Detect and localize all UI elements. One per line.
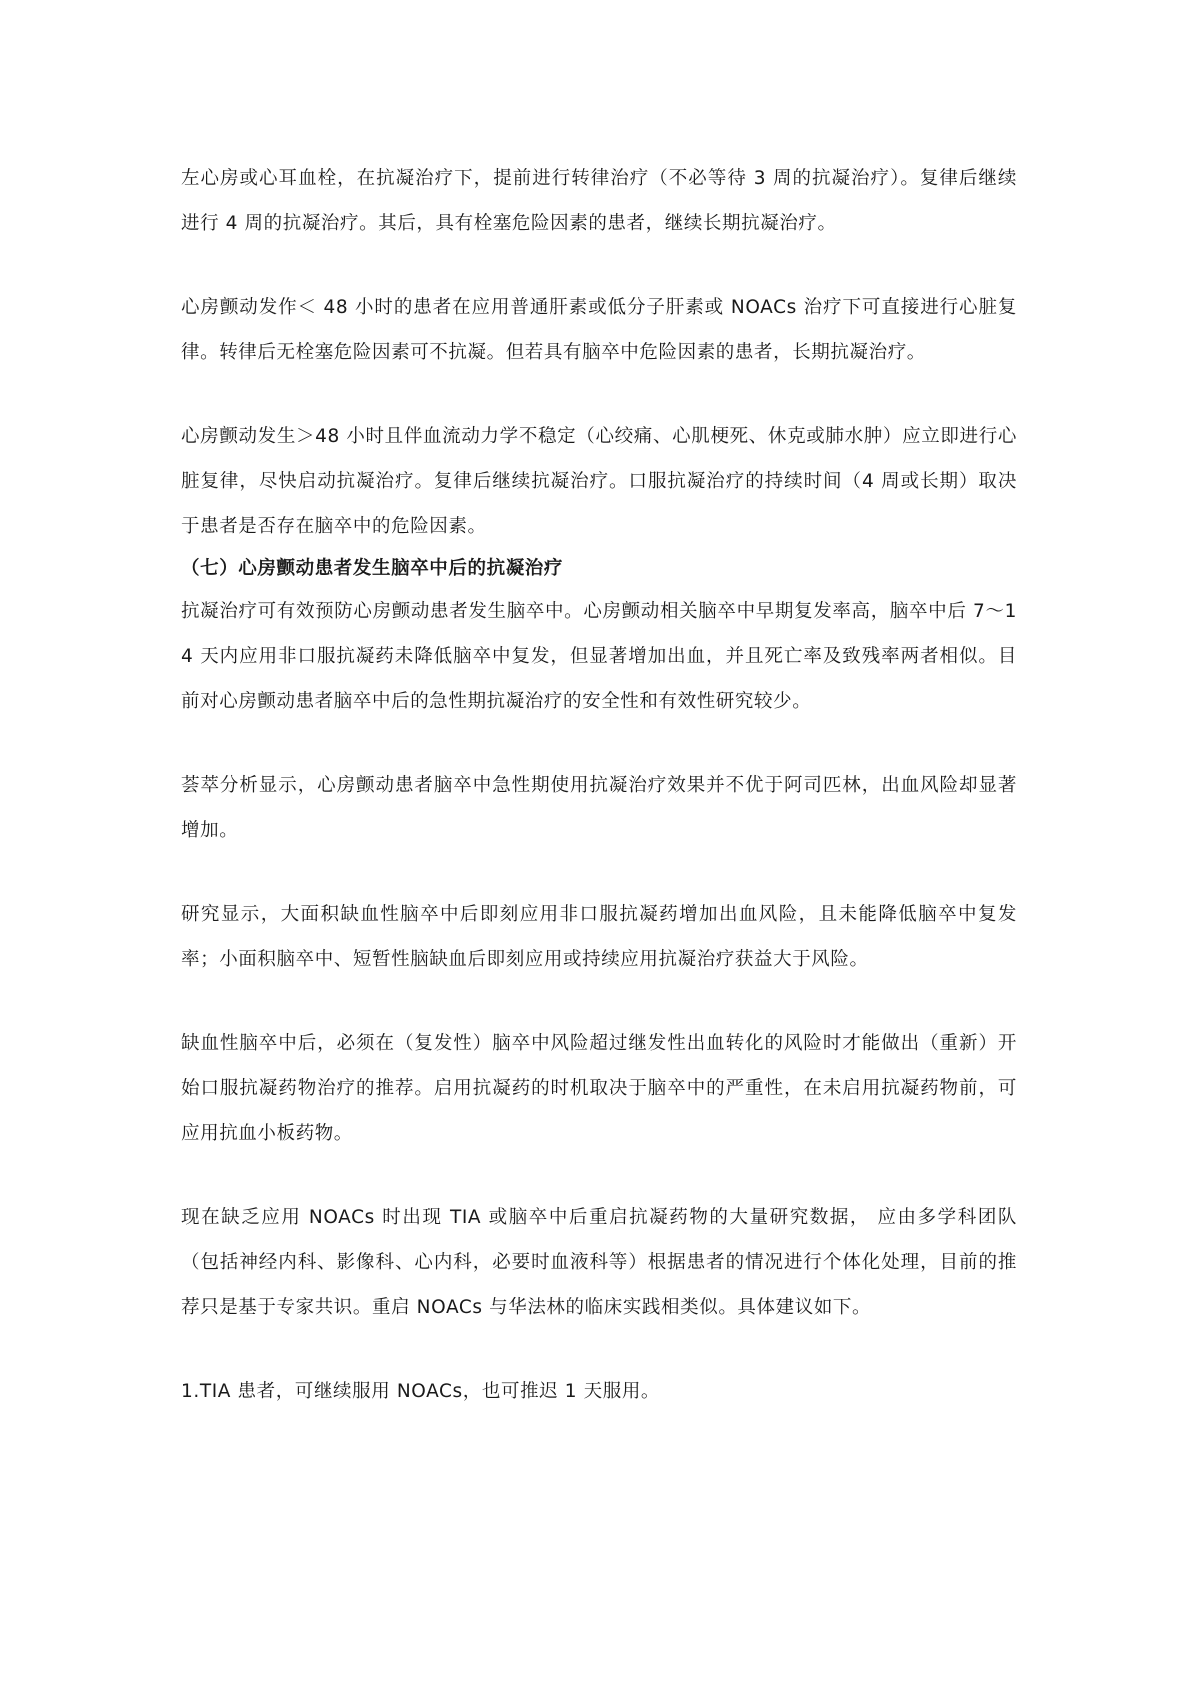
paragraph-research-findings: 研究显示，大面积缺血性脑卒中后即刻应用非口服抗凝药增加出血风险，且未能降低脑卒中复发率；小面积脑卒中、短暂性脑缺血后即刻应用或持续应用抗凝治疗获益大于风险。 [181,904,1017,970]
document-body [181,156,1017,1414]
paragraph-cardioversion-with-thrombus: 左心房或心耳血栓，在抗凝治疗下，提前进行转律治疗（不必等待 3 周的抗凝治疗）。复律后继续进行 4 周的抗凝治疗。其后，具有栓塞危险因素的患者，继续长期抗凝治疗。 [181,168,1017,234]
paragraph-af-under-48h: 心房颤动发作＜ 48 小时的患者在应用普通肝素或低分子肝素或 NOACs 治疗下可直接进行心脏复律。转律后无栓塞危险因素可不抗凝。但若具有脑卒中危险因素的患者，长期抗凝治疗。 [181,297,1017,363]
list-item-tia-patients: 1.TIA 患者，可继续服用 NOACs，也可推迟 1 天服用。 [181,1381,661,1402]
paragraph-af-over-48h-unstable: 心房颤动发生＞48 小时且伴血流动力学不稳定（心绞痛、心肌梗死、休克或肺水肿）应立即进行心脏复律，尽快启动抗凝治疗。复律后继续抗凝治疗。口服抗凝治疗的持续时间（4 周或长期）取决于患者是否存在脑卒中的危险因素。 [181,426,1017,537]
paragraph-noacs-restart: 现在缺乏应用 NOACs 时出现 TIA 或脑卒中后重启抗凝药物的大量研究数据， 应由多学科团队（包括神经内科、影像科、心内科，必要时血液科等）根据患者的情况进行个体化处理，目前的推荐只是基于专家共识。重启 NOACs 与华法林的临床实践相类似。具体建议如下。 [181,1207,1017,1318]
paragraph-meta-analysis: 荟萃分析显示，心房颤动患者脑卒中急性期使用抗凝治疗效果并不优于阿司匹林，出血风险却显著增加。 [181,775,1017,841]
section-heading: （七）心房颤动患者发生脑卒中后的抗凝治疗 [181,558,564,579]
paragraph-ischemic-stroke-restart: 缺血性脑卒中后，必须在（复发性）脑卒中风险超过继发性出血转化的风险时才能做出（重新）开始口服抗凝药物治疗的推荐。启用抗凝药的时机取决于脑卒中的严重性，在未启用抗凝药物前，可应用抗血小板药物。 [181,1033,1017,1144]
paragraph-stroke-prevention: 抗凝治疗可有效预防心房颤动患者发生脑卒中。心房颤动相关脑卒中早期复发率高，脑卒中后 7～14 天内应用非口服抗凝药未降低脑卒中复发，但显著增加出血，并且死亡率及致残率两者相似。目前对心房颤动患者脑卒中后的急性期抗凝治疗的安全性和有效性研究较少。 [181,601,1017,712]
